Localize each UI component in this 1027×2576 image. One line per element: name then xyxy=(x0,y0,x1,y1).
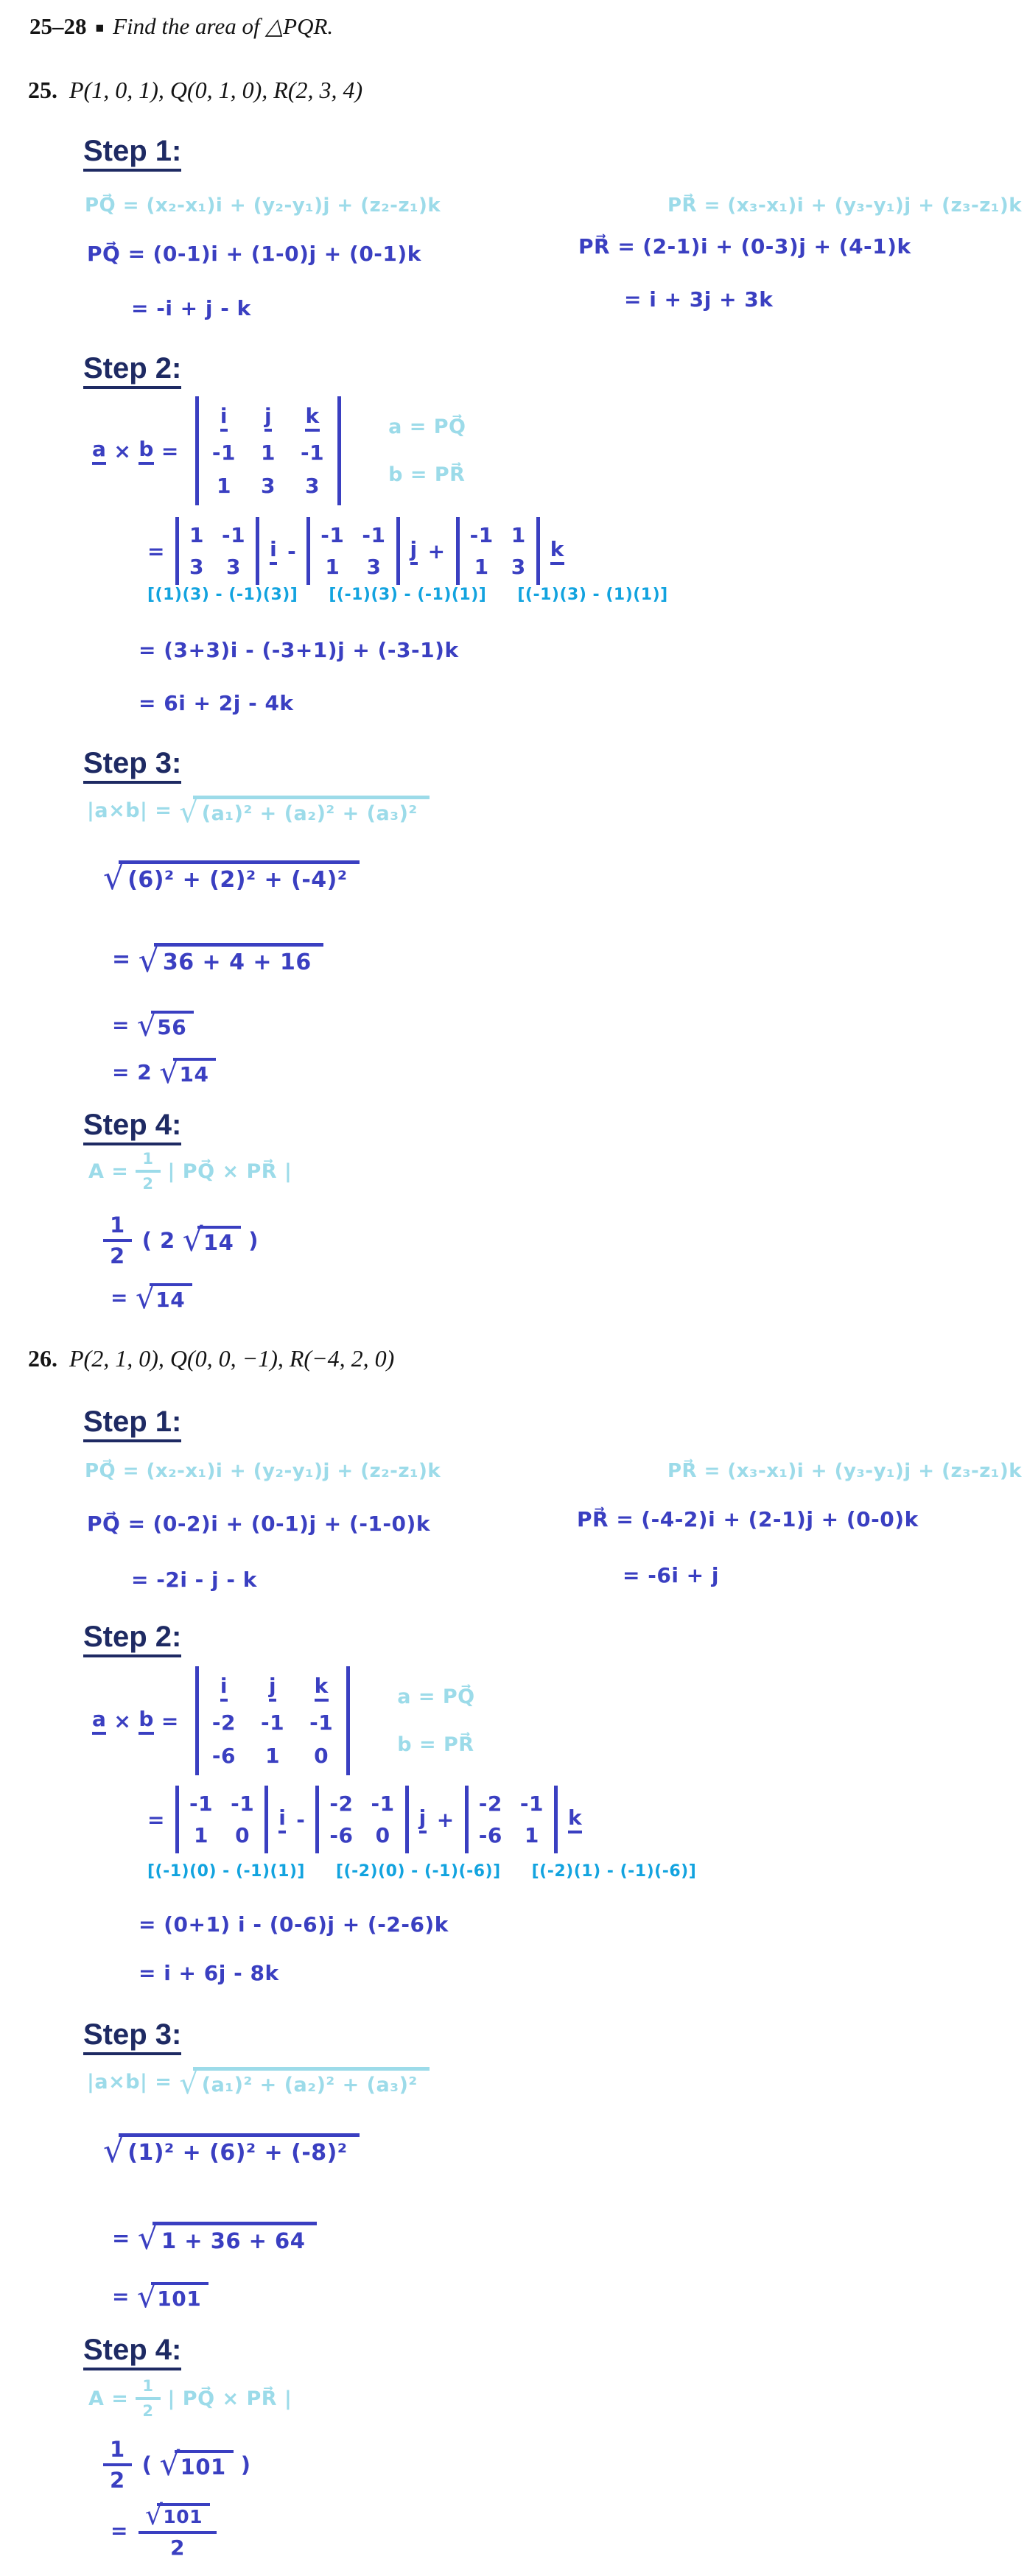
determinant-2x2-k xyxy=(465,1786,558,1853)
p26-cross-product-result: = i + 6j - 8k xyxy=(139,1961,279,1985)
radical-sign: √ xyxy=(159,1054,180,1091)
radical-sign: √ xyxy=(103,857,125,897)
matrix-cell: 3 xyxy=(226,555,241,579)
radical: √ (6)² + (2)² + (-4)² xyxy=(103,860,360,893)
p25-area-result xyxy=(111,1280,192,1316)
unit-i: i xyxy=(278,1805,286,1833)
radical: √ (1)² + (6)² + (-8)² xyxy=(103,2133,360,2166)
matrix-cell: -1 xyxy=(309,1710,334,1735)
p26-cross-product-setup xyxy=(92,1666,475,1775)
matrix-cell: 1 xyxy=(261,441,276,465)
minus-sign: - xyxy=(296,1807,306,1832)
p25-step4-heading: Step 4: xyxy=(83,1109,181,1145)
unit-k: k xyxy=(550,537,564,565)
p25-pr-computation xyxy=(578,234,911,259)
plus-sign: + xyxy=(427,538,446,564)
matrix-cell: j xyxy=(269,1674,276,1702)
radical-sign: √ xyxy=(144,2499,164,2531)
minor-product-j: [(-1)(3) - (-1)(1)] xyxy=(329,586,487,604)
matrix-cell: 1 xyxy=(524,1823,539,1847)
determinant-2x2-i xyxy=(175,517,259,585)
p26-magnitude-formula xyxy=(87,2065,430,2101)
problem-26-statement xyxy=(28,1345,394,1372)
pr-expression: (-4-2)i + (2-1)j + (0-0)k xyxy=(641,1507,919,1531)
vector-b: b xyxy=(139,1707,154,1735)
pq-component-formula: PQ⃗ = (x₂-x₁)i + (y₂-y₁)j + (z₂-z₁)k xyxy=(85,194,441,217)
radical: √ 101 xyxy=(159,2450,233,2480)
determinant-2x2-j xyxy=(315,1786,408,1853)
p25-simplified-line: = (3+3)i - (-3+1)j + (-3-1)k xyxy=(139,638,459,662)
equals-sign: = xyxy=(112,946,131,972)
matrix-cell: -6 xyxy=(478,1823,502,1847)
one-half-fraction: $\frac{1}{2}$ xyxy=(136,2378,160,2419)
p25-pq-computation xyxy=(87,242,421,266)
area-lhs: A = xyxy=(88,1159,129,1183)
p25-cross-product-setup xyxy=(92,396,466,505)
equals-sign: = xyxy=(161,438,179,463)
matrix-cell: k xyxy=(315,1674,329,1702)
matrix-cell: 1 xyxy=(216,474,231,498)
radical-sign: √ xyxy=(179,2065,199,2101)
vector-b: b xyxy=(139,437,154,465)
fraction-denominator: 2 xyxy=(170,2535,185,2561)
plus-sign: + xyxy=(436,1807,455,1832)
determinant-3x3 xyxy=(195,396,341,505)
area-rhs: | PQ⃗ × PR⃗ | xyxy=(167,1159,292,1183)
unit-j: j xyxy=(419,1805,427,1833)
p26-area-substitution xyxy=(103,2438,250,2492)
pr-component-formula: PR⃗ = (x₃-x₁)i + (y₃-y₁)j + (z₃-z₁)k xyxy=(667,1460,1022,1482)
matrix-cell: -1 xyxy=(261,1710,285,1735)
magnitude-radical: √ (a₁)² + (a₂)² + (a₃)² xyxy=(179,2067,429,2096)
matrix-cell: 1 xyxy=(325,555,340,579)
one-half-fraction: $\frac{1}{2}$ xyxy=(103,1214,132,1268)
pq-vector-label: PQ⃗ = xyxy=(87,242,146,266)
vector-substitution-notes xyxy=(388,415,466,486)
matrix-cell: -1 xyxy=(189,1791,214,1816)
radical-sign: √ xyxy=(138,940,160,980)
p26-pr-result: = -6i + j xyxy=(623,1563,719,1587)
matrix-cell: -1 xyxy=(231,1791,255,1816)
minor-product-k: [(-2)(1) - (-1)(-6)] xyxy=(531,1862,697,1881)
matrix-cell: -1 xyxy=(362,523,386,547)
p26-area-formula xyxy=(88,2378,292,2419)
matrix-cell: -1 xyxy=(469,523,494,547)
equals-sign: = xyxy=(112,2284,130,2309)
matrix-cell: -6 xyxy=(329,1823,354,1847)
cross-symbol: × xyxy=(113,1708,132,1733)
equals-sign: = xyxy=(112,2225,130,2250)
radical: √ 14 xyxy=(136,1283,192,1312)
determinant-2x2-i xyxy=(175,1786,268,1853)
note-b-equals-pr: b = PR⃗ xyxy=(388,463,466,486)
axb-lhs xyxy=(92,437,179,465)
p25-cofactor-expansion xyxy=(147,517,564,585)
p26-area-result xyxy=(111,2499,217,2561)
minor-product-k: [(-1)(3) - (1)(1)] xyxy=(517,586,668,604)
matrix-cell: 0 xyxy=(314,1744,329,1768)
radical-sign: √ xyxy=(135,1280,156,1316)
matrix-cell: 3 xyxy=(305,474,320,498)
open-paren: ( xyxy=(141,2452,153,2478)
determinant-2x2-k xyxy=(456,517,540,585)
matrix-cell: -6 xyxy=(211,1744,236,1768)
matrix-cell: -1 xyxy=(300,441,325,465)
matrix-cell: -2 xyxy=(329,1791,354,1816)
p26-cofactor-expansion xyxy=(147,1786,582,1853)
matrix-cell: i xyxy=(220,404,228,432)
pq-expression: (0-2)i + (0-1)j + (-1-0)k xyxy=(153,1512,430,1536)
p25-step1-heading: Step 1: xyxy=(83,135,181,172)
matrix-cell: i xyxy=(220,1674,228,1702)
equals-sign: = xyxy=(111,1285,128,1310)
radical-sign: √ xyxy=(103,2130,125,2170)
p26-pq-result: = -2i - j - k xyxy=(131,1568,257,1592)
matrix-cell: k xyxy=(305,404,319,432)
p26-magnitude-sum xyxy=(112,2219,317,2257)
radical: √ 14 xyxy=(159,1058,216,1087)
matrix-cell: 3 xyxy=(189,555,204,579)
p25-pr-result: = i + 3j + 3k xyxy=(624,287,774,312)
pr-vector-label: PR⃗ = xyxy=(578,234,636,259)
radical: √ 56 xyxy=(137,1011,194,1039)
radical-sign: √ xyxy=(136,2278,158,2315)
matrix-cell: 1 xyxy=(511,523,526,547)
vector-a: a xyxy=(92,1707,106,1735)
pr-component-formula: PR⃗ = (x₃-x₁)i + (y₃-y₁)j + (z₃-z₁)k xyxy=(667,194,1022,217)
vector-substitution-notes xyxy=(397,1685,474,1756)
one-half-fraction: $\frac{1}{2}$ xyxy=(103,2438,132,2492)
p25-magnitude-sub xyxy=(103,857,360,897)
magnitude-lhs: |a×b| = xyxy=(87,2070,172,2094)
radical-sign: √ xyxy=(137,2219,159,2257)
problem-26-points: P(2, 1, 0), Q(0, 0, −1), R(−4, 2, 0) xyxy=(69,1345,395,1372)
two-root-14 xyxy=(141,1222,259,1260)
p26-step1-heading: Step 1: xyxy=(83,1405,181,1442)
vector-a: a xyxy=(92,437,106,465)
problem-26-number: 26. xyxy=(28,1345,57,1372)
matrix-cell: 1 xyxy=(265,1744,281,1768)
radical: √ 1 + 36 + 64 xyxy=(138,2222,318,2253)
equals-sign: = xyxy=(147,1807,165,1832)
matrix-cell: -2 xyxy=(211,1710,236,1735)
magnitude-lhs: |a×b| = xyxy=(87,799,172,822)
determinant-2x2-j xyxy=(306,517,399,585)
p25-pq-result: = -i + j - k xyxy=(131,296,251,320)
p25-area-substitution xyxy=(103,1214,259,1268)
minor-product-i: [(-1)(0) - (-1)(1)] xyxy=(147,1862,305,1881)
p26-step3-heading: Step 3: xyxy=(83,2018,181,2055)
square-bullet-icon: ■ xyxy=(95,21,105,36)
p25-cross-product-result: = 6i + 2j - 4k xyxy=(139,691,294,715)
note-a-equals-pq: a = PQ⃗ xyxy=(397,1685,475,1708)
equals-two: = 2 xyxy=(112,1060,153,1084)
exercise-title: Find the area of △PQR. xyxy=(113,13,334,39)
area-lhs: A = xyxy=(88,2387,129,2410)
root-101-over-2 xyxy=(139,2499,217,2561)
minor-product-j: [(-2)(0) - (-1)(-6)] xyxy=(336,1862,501,1881)
radical: √ 101 xyxy=(137,2282,208,2311)
radical-sign: √ xyxy=(136,1007,158,1044)
matrix-cell: 1 xyxy=(194,1823,209,1847)
p25-step1-formulas xyxy=(85,194,1022,217)
equals-sign: = xyxy=(147,538,165,564)
problem-25-number: 25. xyxy=(28,77,57,103)
p26-magnitude-sub xyxy=(103,2130,360,2170)
fraction-numerator xyxy=(139,2499,217,2534)
area-rhs: | PQ⃗ × PR⃗ | xyxy=(167,2387,292,2410)
p26-pq-computation xyxy=(87,1512,430,1536)
p26-simplified-line: = (0+1) i - (0-6)j + (-2-6)k xyxy=(139,1912,449,1937)
minor-product-i: [(1)(3) - (-1)(3)] xyxy=(147,586,298,604)
p26-pr-computation xyxy=(577,1507,919,1531)
unit-i: i xyxy=(270,537,277,565)
matrix-cell: -1 xyxy=(320,523,345,547)
p26-magnitude-result xyxy=(112,2278,208,2315)
note-b-equals-pr: b = PR⃗ xyxy=(397,1733,474,1756)
p25-magnitude-simplified xyxy=(112,1054,216,1091)
matrix-cell: -1 xyxy=(371,1791,395,1816)
close-paren: ) xyxy=(248,1228,259,1254)
radical-sign: √ xyxy=(159,2446,180,2484)
p25-magnitude-sum xyxy=(112,940,323,980)
exercise-header xyxy=(29,13,333,40)
radical-sign: √ xyxy=(182,1222,203,1260)
unit-k: k xyxy=(568,1805,582,1833)
p25-step3-heading: Step 3: xyxy=(83,747,181,784)
p26-step2-heading: Step 2: xyxy=(83,1621,181,1657)
matrix-cell: j xyxy=(264,404,272,432)
matrix-cell: -1 xyxy=(211,441,236,465)
matrix-cell: 0 xyxy=(235,1823,250,1847)
matrix-cell: -1 xyxy=(519,1791,544,1816)
radical-sign: √ xyxy=(179,793,199,829)
p25-magnitude-formula xyxy=(87,793,430,829)
matrix-cell: -1 xyxy=(221,523,246,547)
p25-magnitude-root56 xyxy=(112,1007,194,1044)
one-half-fraction: $\frac{1}{2}$ xyxy=(136,1151,160,1192)
exercise-range: 25–28 xyxy=(29,13,87,39)
radical: √ 101 xyxy=(145,2503,210,2528)
matrix-cell: 3 xyxy=(366,555,382,579)
close-paren: ) xyxy=(240,2452,251,2478)
pq-vector-label: PQ⃗ = xyxy=(87,1512,146,1536)
problem-25-points: P(1, 0, 1), Q(0, 1, 0), R(2, 3, 4) xyxy=(69,77,363,103)
determinant-3x3 xyxy=(195,1666,350,1775)
cross-symbol: × xyxy=(113,438,132,463)
note-a-equals-pq: a = PQ⃗ xyxy=(388,415,466,438)
matrix-cell: 1 xyxy=(474,555,489,579)
minus-sign: - xyxy=(287,538,297,564)
equals-sign: = xyxy=(112,1013,130,1037)
open-paren-two: ( 2 xyxy=(141,1228,175,1254)
matrix-cell: 3 xyxy=(511,555,526,579)
p25-step2-heading: Step 2: xyxy=(83,352,181,389)
radical: √ 36 + 4 + 16 xyxy=(139,943,323,975)
equals-sign: = xyxy=(111,2519,128,2544)
pq-expression: (0-1)i + (1-0)j + (0-1)k xyxy=(153,242,421,266)
pq-component-formula: PQ⃗ = (x₂-x₁)i + (y₂-y₁)j + (z₂-z₁)k xyxy=(85,1460,441,1482)
paren-root-101 xyxy=(141,2446,251,2484)
magnitude-radical: √ (a₁)² + (a₂)² + (a₃)² xyxy=(179,796,429,825)
matrix-cell: 3 xyxy=(261,474,276,498)
p26-minor-products xyxy=(147,1862,696,1881)
axb-lhs xyxy=(92,1707,179,1735)
pr-vector-label: PR⃗ = xyxy=(577,1507,634,1531)
p25-minor-products xyxy=(147,586,668,604)
matrix-cell: 1 xyxy=(189,523,204,547)
pr-expression: (2-1)i + (0-3)j + (4-1)k xyxy=(642,234,911,259)
radical: √ 14 xyxy=(183,1226,242,1255)
unit-j: j xyxy=(410,537,418,565)
matrix-cell: 0 xyxy=(375,1823,390,1847)
equals-sign: = xyxy=(161,1708,179,1733)
p26-step4-heading: Step 4: xyxy=(83,2334,181,2370)
problem-25-statement xyxy=(28,77,362,104)
p25-area-formula xyxy=(88,1151,292,1192)
p26-step1-formulas xyxy=(85,1460,1022,1482)
matrix-cell: -2 xyxy=(478,1791,502,1816)
